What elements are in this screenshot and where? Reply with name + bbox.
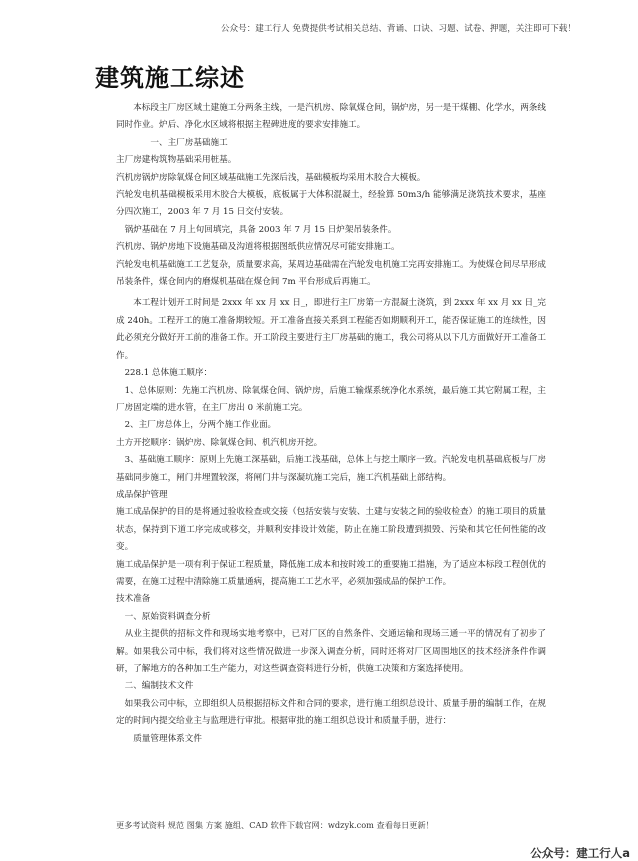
section-heading: 成品保护管理 — [116, 489, 168, 500]
section-heading: 228.1 总体施工顺序： — [124, 368, 213, 379]
paragraph: 施工成品保护是一项有利于保证工程质量，降低施工成本和按时竣工的重要施工措施，为了适应本标段工程创优的需要，在施工过程中清除施工质量通病，提高施工工艺水平，必须加强成品的保护工作。 — [116, 559, 546, 587]
paragraph: 2、主厂房总体上，分两个施工作业面。 — [124, 420, 277, 431]
intro-paragraph: 本标段主厂房区域土建施工分两条主线，一是汽机房、除氧煤仓间，锅炉房，另一是干煤棚、化学水，两条线同时作业。炉后、净化水区域将根据主程碑进度的要求安排施工。 — [116, 103, 546, 131]
paragraph: 从业主提供的招标文件和现场实地考察中，已对厂区的自然条件、交通运输和现场三通一平的情况有了初步了解。如果我公司中标，我们将对这些情况做进一步深入调查分析，同时还将对厂区周围地区的技术经济条件作调研，了解地方的各种加工生产能力，对这些调查资料进行分析，供施工决策和方案选择使用。 — [116, 629, 546, 674]
paragraph: 汽机房、锅炉房地下设施基础及沟道将根据图纸供应情况尽可能安排施工。 — [116, 242, 400, 253]
paragraph: 施工成品保护的目的是将通过验收检查或交接（包括安装与安装、土建与安装之间的验收检查）的施工项目的质量状态，保持到下道工序完成或移交，并顺利安排设计效能，防止在施工阶段遭到损毁、污染和其它任何性能的改变。 — [116, 507, 546, 553]
paragraph: 1、总体原则：先施工汽机房、除氧煤仓间、锅炉房，后施工输煤系统净化水系统，最后施工其它附属工程，主厂房固定端的进水管，在主厂房出 0 米前施工完。 — [116, 385, 546, 413]
paragraph: 本工程计划开工时间是 2xxx 年 xx 月 xx 日_，即进行主厂房第一方混凝土浇筑，到 2xxx 年 xx 月 xx 日_完成 240h。工程开工的施工准备期较短。开工准备直接关系到工程能否如期顺利开工，能否保证施工的连续性，因此必须充分做好开工前的准备工作。开工阶段主要进行主厂房基础的施工，我公司将从以下几方面做好开工准备工作。 — [116, 298, 546, 361]
section-heading: 一、主厂房基础施工 — [150, 137, 228, 148]
paragraph: 锅炉基础在 7 月上旬回填完，具备 2003 年 7 月 15 日炉架吊装条件。 — [124, 224, 397, 235]
watermark: 公众号：建工行人a — [530, 846, 630, 860]
paragraph: 质量管理体系文件 — [133, 733, 202, 744]
paragraph: 3、基础施工顺序：原则上先施工深基础，后施工浅基础，总体上与挖土顺序一致。汽轮发电机基础底板与厂房基础同步施工，闸门井埋置较深，将闸门井与深凝坑施工完后，施工汽机基础上部结构。 — [116, 455, 546, 483]
document-body — [116, 100, 546, 748]
paragraph: 土方开挖顺序：锅炉房、除氧煤仓间、机汽机房开挖。 — [116, 437, 323, 448]
paragraph: 汽轮发电机基础施工工艺复杂，质量要求高，某周边基础需在汽轮发电机施工完再安排施工。为使煤仓间尽早形成吊装条件，煤仓间内的磨煤机基础在煤仓间 7m 平台形成后再施工。 — [116, 259, 546, 288]
section-heading: 技术准备 — [116, 594, 151, 605]
page-footer: 更多考试资料 规范 图集 方案 施组、CAD 软件下载官网：wdzyk.com 查看每日更新！ — [116, 820, 434, 830]
paragraph: 如果我公司中标，立即组织人员根据招标文件和合同的要求，进行施工组织总设计、质量手册的编制工作，在规定的时间内提交给业主与监理进行审批。根据审批的施工组织总设计和质量手册，进行： — [116, 698, 546, 727]
page-title: 建筑施工综述 — [95, 63, 245, 92]
section-heading: 一、原始资料调查分析 — [124, 611, 211, 622]
paragraph: 汽机房锅炉房除氧煤仓间区域基础施工先深后浅，基础模板均采用木胶合大模板。 — [116, 172, 426, 183]
paragraph: 汽轮发电机基础模板采用木胶合大模板，底板属于大体积混凝土，经验算 50m3/h 能够满足浇筑技术要求，基座分四次施工，2003 年 7 月 15 日交付安装。 — [116, 190, 546, 218]
page-header: 公众号：建工行人 免费提供考试相关总结、背诵、口诀、习题、试卷、押题，关注即可下载！ — [220, 24, 576, 34]
paragraph: 主厂房建构筑物基础采用桩基。 — [116, 155, 237, 166]
section-heading: 二、编制技术文件 — [124, 681, 194, 692]
